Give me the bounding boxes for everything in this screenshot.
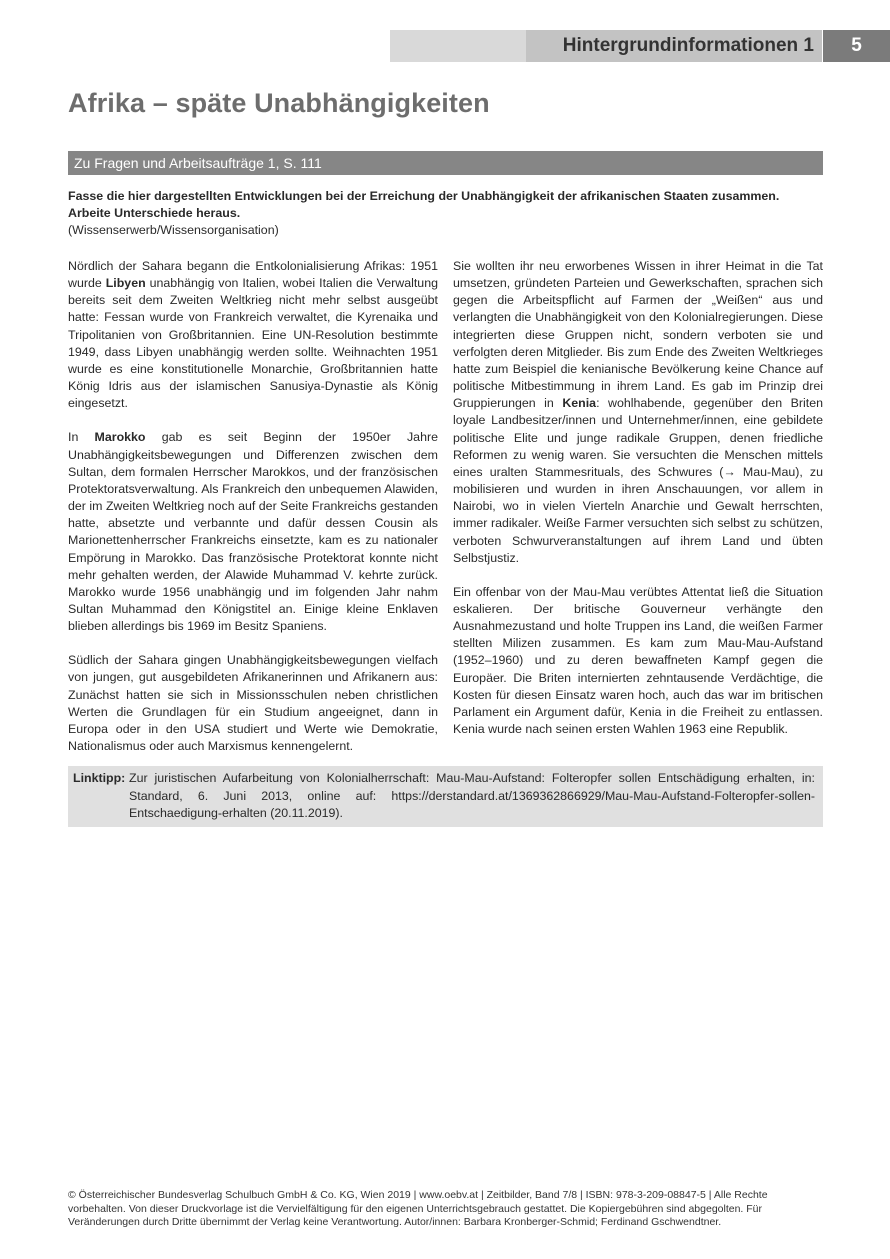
paragraph-mau-mau: Ein offenbar von der Mau-Mau verübtes Attentat ließ die Situation eskalieren. Der britische Gouverneur verhängte den Ausnahmezustand und holte Truppen ins Land, die weißen Farmer stellten Milizen zusammen. Es kam zum Mau-Mau-Aufstand (1952–1960) und zu deren bewaffneten Kampf gegen die Europäer. Die Briten internierten zehntausende Verdächtige, die Kosten für diesen Einsatz waren hoch, auch das war im britischen Parlament ein Argument dafür, Kenia in die Freiheit zu entlassen. Kenia wurde nach seinen ersten Wahlen 1963 eine Republik.	[453, 584, 823, 737]
paragraph-sued-sahara: Südlich der Sahara gingen Unabhängigkeitsbewegungen vielfach von jungen, gut ausgebildeten Afrikanerinnen und Afrikanern aus: Zunächst hatten sie sich in Missionsschulen neben christlichen Werten die Grundlagen für ein Studium angeeignet, dann in Europa oder in den USA studiert und Werte wie Demokratie, Nationalismus oder auch Marxismus kennengelernt.	[68, 653, 438, 754]
keyword-marokko: Marokko	[94, 430, 146, 445]
page-number: 5	[851, 35, 862, 56]
text-span: Nördlich der Sahara begann die Entkolonialisierung Afrikas: 1951 wurde	[68, 259, 438, 291]
paragraph-marokko	[68, 429, 438, 635]
header-section-label	[526, 30, 822, 62]
text-span: Sie wollten ihr neu erworbenes Wissen in ihrer Heimat in die Tat umsetzen, gründeten Parteien und Gewerkschaften, sprachen sich gegen die Arbeitspflicht auf Farmen der „Weißen“ aus und verlangten die Unabhängigkeit von den Kolonialregierungen. Diese integrierten diese Gruppen nicht, sondern verboten sie und verfolgten deren Mitglieder. Bis zum Ende des Zweiten Weltkrieges hatte zum Beispiel die kenianische Bevölkerung keine Chance auf politische Mitbestimmung in ihrem Land. Es gab im Prinzip drei Gruppierungen in	[453, 259, 823, 411]
right-column	[453, 258, 823, 755]
section-heading-bar: Zu Fragen und Arbeitsaufträge 1, S. 111	[68, 151, 823, 175]
keyword-libyen: Libyen	[105, 276, 146, 291]
linktipp-text: Zur juristischen Aufarbeitung von Kolonialherrschaft: Mau-Mau-Aufstand: Folteropfer sollen Entschädigung erhalten, in: Standard, 6. Juni 2013, online auf: https://derstandard.at/1369362866929/Mau-Mau-Aufstand-Folteropfer-sollen-Entschaedigung-erhalten (20.11.2019).	[129, 771, 815, 820]
paragraph-libyen	[68, 258, 438, 412]
task-instruction: Fasse die hier dargestellten Entwicklungen bei der Erreichung der Unabhängigkeit der afrikanischen Staaten zusammen. Arbeite Unterschiede heraus.	[68, 189, 780, 220]
linktipp-label: Linktipp:	[73, 771, 126, 785]
text-span: : wohlhabende, gegenüber den Briten loyale Landbesitzer/innen und Unternehmer/innen, eine gebildete politische Elite und junge radikale Gruppen, denen friedliche Reformen zu wenig waren. Sie versuchten die Menschen mittels eines uralten Stammesrituals, des Schwures (→ Mau-Mau), zu mobilisieren und wurden in ihren Anschauungen, vor allem in Nairobi, wo in vielen Vierteln Anarchie und Gewalt herrschten, immer radikaler. Weiße Farmer versuchten sich selbst zu schützen, verboten Schwurveranstaltungen auf ihrem Land und übten Selbstjustiz.	[453, 396, 823, 565]
copyright-footer: © Österreichischer Bundesverlag Schulbuch GmbH & Co. KG, Wien 2019 | www.oebv.at | Zeitbilder, Band 7/8 | ISBN: 978-3-209-08847-5 | Alle Rechte vorbehalten. Von dieser Druckvorlage ist die Vervielfältigung für den eigenen Unterrichtsgebrauch gestattet. Die Kopiergebühren sind abgegolten. Für Veränderungen durch Dritte übernimmt der Verlag keine Verantwortung. Autor/innen: Barbara Kronberger-Schmid; Ferdinand Gschwendtner.	[68, 1189, 768, 1228]
task-category: (Wissenserwerb/Wissensorganisation)	[68, 223, 279, 237]
keyword-kenia: Kenia	[562, 396, 597, 411]
text-span: In	[68, 430, 95, 445]
page-title: Afrika – späte Unabhängigkeiten	[68, 88, 490, 118]
text-span: gab es seit Beginn der 1950er Jahre Unabhängigkeitsbewegungen und Differenzen zwischen dem Sultan, dem formalen Herrscher Marokkos, und der französischen Protektoratsverwaltung. Als Frankreich den unbequemen Alawiden, der im Zweiten Weltkrieg noch auf der Seite Frankreichs gestanden hatte, absetzte und verbannte und dafür dessen Cousin als Marionettenherrscher Frankreichs einsetzte, kam es zu nationaler Empörung in Marokko. Das französische Protektorat konnte nicht mehr gehalten werden, der Alawide Muhammad V. kehrte zurück. Marokko wurde 1956 unabhängig und im folgenden Jahr nahm Sultan Muhammad den Königstitel an. Einige kleine Enklaven blieben allerdings bis 1969 im Besitz Spaniens.	[68, 430, 438, 634]
text-span: unabhängig von Italien, wobei Italien die Verwaltung bereits seit dem Zweiten Weltkrieg nicht mehr selbst ausgeübt hatte: Fessan wurde von Frankreich verwaltet, die Kyrenaika und Tripolitanien von Großbritannien. Eine UN-Resolution bestimmte 1949, dass Libyen unabhängig werden sollte. Weihnachten 1951 wurde es eine konstitutionelle Monarchie, Großbritannien hatte König Idris aus der islamischen Sanusiya-Dynastie als König eingesetzt.	[68, 276, 438, 411]
paragraph-kenia	[453, 258, 823, 567]
left-column	[68, 258, 438, 772]
header-bar-light	[390, 30, 526, 62]
linktipp-box	[68, 766, 823, 827]
task-block	[68, 188, 823, 239]
page-number-box	[823, 30, 890, 62]
header-section-text: Hintergrundinformationen 1	[562, 35, 814, 56]
